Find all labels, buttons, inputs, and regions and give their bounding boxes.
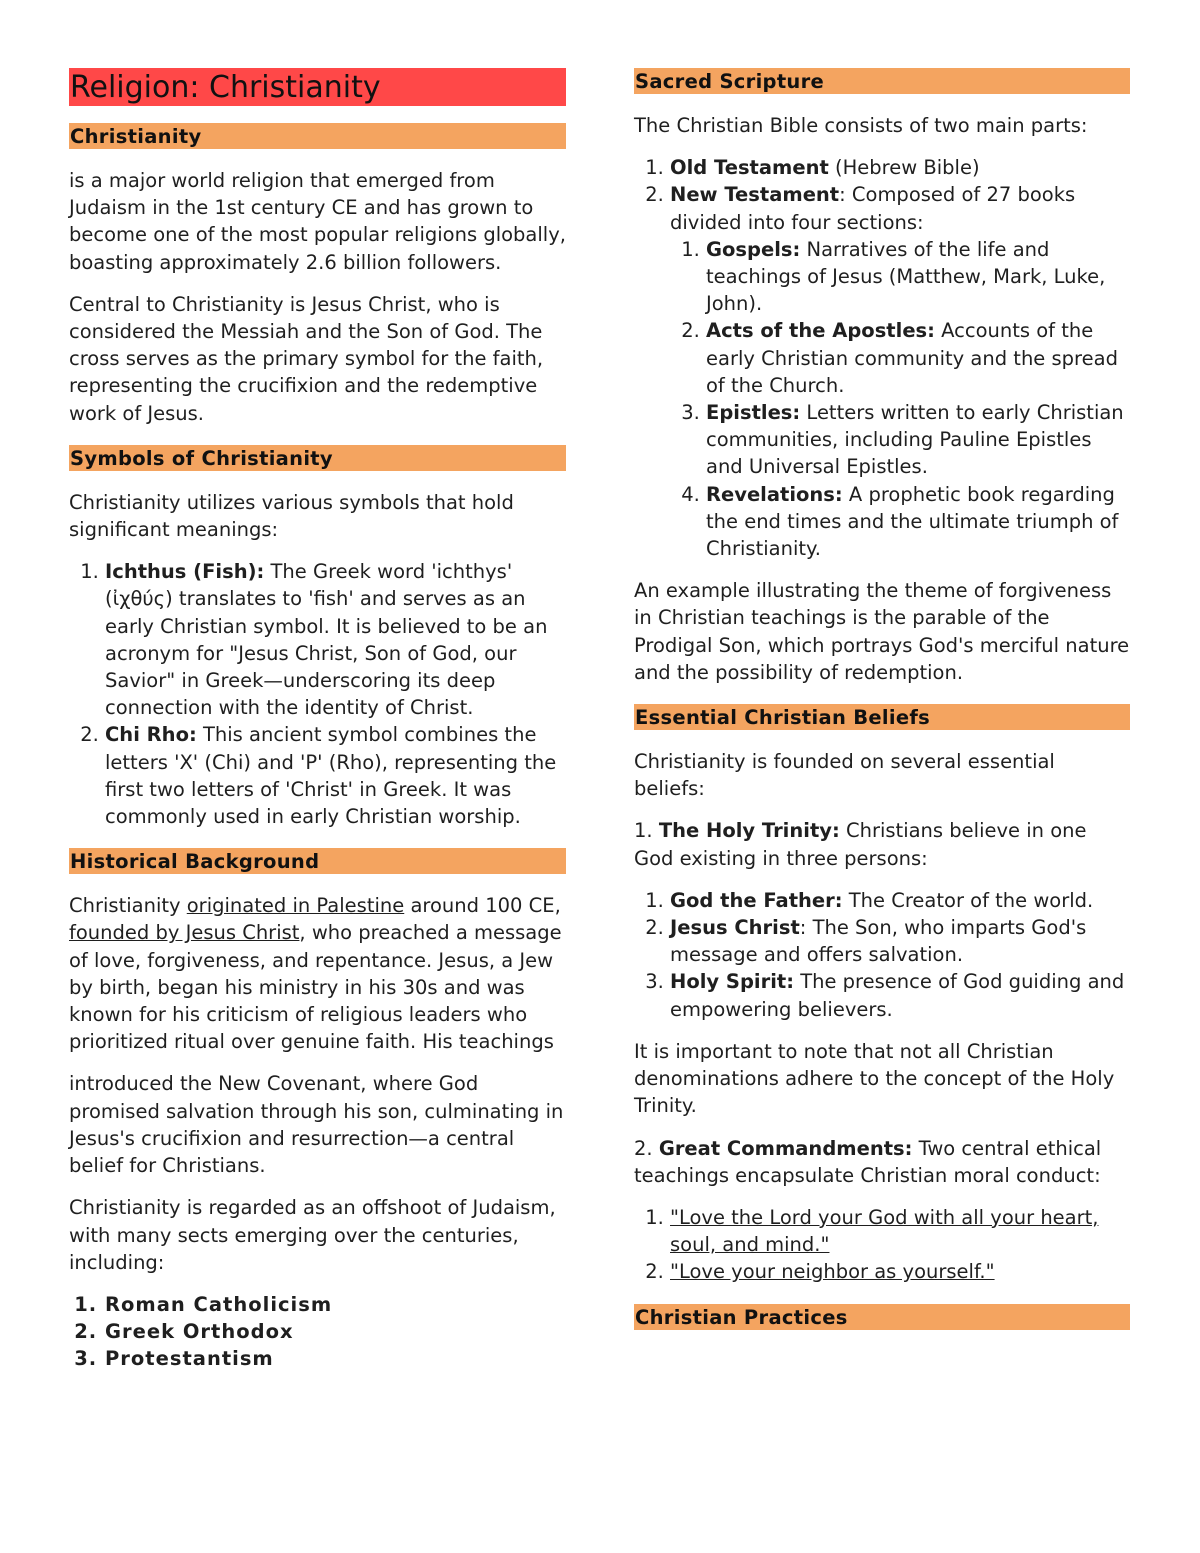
list-item — [706, 236, 1130, 318]
link-founded-by-jesus-christ[interactable]: founded by Jesus Christ — [69, 921, 300, 945]
left-column — [69, 68, 566, 1388]
description: Two central ethical teachings encapsulate Christian moral conduct: — [634, 1136, 1102, 1187]
commandment-link[interactable]: "Love your neighbor as yourself." — [670, 1260, 995, 1284]
belief-great-commandments — [634, 1135, 1130, 1189]
beliefs-intro: Christianity is founded on several essential beliefs: — [634, 750, 1055, 801]
document-title: Religion: Christianity — [69, 68, 566, 106]
description: : Composed of 27 books divided into four sections: — [670, 183, 1076, 234]
list-item: 3. Protestantism — [105, 1345, 566, 1372]
commandments-list — [634, 1204, 1130, 1286]
bible-parts-list — [634, 154, 1130, 562]
term: Gospels: — [706, 237, 801, 261]
list-item — [706, 481, 1130, 563]
list-item — [670, 968, 1130, 1022]
christianity-paragraph-1: is a major world religion that emerged from Judaism in the 1st century CE and has grown to become one of the most popular religions globally, boasting approximately 2.6 billion followers. — [69, 169, 566, 274]
section-heading-history: Historical Background — [69, 848, 566, 874]
list-item — [706, 399, 1130, 481]
list-item — [670, 1258, 1130, 1285]
description: Letters written to early Christian communities, including Pauline Epistles and Universal Epistles. — [706, 401, 1124, 479]
trinity-list — [634, 887, 1130, 1023]
history-paragraph-1 — [69, 892, 566, 1055]
term: Holy Spirit: — [670, 970, 795, 994]
history-paragraph-3: Christianity is regarded as an offshoot of Judaism, with many sects emerging over the centuries, including: — [69, 1196, 556, 1274]
list-item — [670, 914, 1130, 968]
belief-holy-trinity — [634, 817, 1130, 871]
term: Revelations: — [706, 482, 843, 506]
term: New Testament — [670, 183, 840, 207]
list-item — [706, 317, 1130, 399]
description: This ancient symbol combines the letters 'X' (Chi) and 'P' (Rho), representing the first two letters of 'Christ' in Greek. It was commonly used in early Christian worship. — [105, 723, 557, 829]
term: The Holy Trinity: — [658, 819, 840, 843]
description: (Hebrew Bible) — [828, 156, 980, 180]
text: Christianity — [69, 894, 187, 918]
text: around 100 CE, — [404, 894, 561, 918]
link-originated-in-palestine[interactable]: originated in Palestine — [186, 894, 405, 918]
term: Epistles: — [706, 401, 801, 425]
description: Narratives of the life and teachings of Jesus (Matthew, Mark, Luke, John). — [706, 237, 1106, 316]
list-item-old-testament — [670, 154, 1130, 181]
description: The Greek word 'ichthys' (ἰχθύς) translates to 'fish' and serves as an early Christian symbol. It is believed to be an acronym for "Jesus Christ, Son of God, our Savior" in Greek—underscoring its deep connection with the identity of Christ. — [105, 560, 548, 720]
list-item — [670, 887, 1130, 914]
term: God the Father: — [670, 888, 843, 912]
number: 2. — [634, 1136, 659, 1160]
section-heading-scripture: Sacred Scripture — [634, 68, 1130, 94]
list-item: 1. Roman Catholicism — [105, 1291, 566, 1318]
term: Great Commandments: — [658, 1136, 913, 1160]
history-paragraph-2: introduced the New Covenant, where God promised salvation through his son, culminating in Jesus's crucifixion and resurrection—a central belief for Christians. — [69, 1072, 564, 1178]
denominations-list — [69, 1291, 566, 1373]
symbols-list — [69, 558, 566, 830]
description: A prophetic book regarding the end times and the ultimate triumph of Christianity. — [706, 482, 1119, 561]
term: Chi Rho: — [105, 723, 197, 747]
trinity-note: It is important to note that not all Christian denominations adhere to the concept of the Holy Trinity. — [634, 1039, 1115, 1118]
commandment-link[interactable]: "Love the Lord your God with all your heart, soul, and mind." — [670, 1205, 1099, 1257]
nt-sections-list — [670, 236, 1130, 562]
prodigal-son-paragraph: An example illustrating the theme of forgiveness in Christian teachings is the parable of the Prodigal Son, which portrays God's merciful nature and the possibility of redemption. — [634, 579, 1130, 684]
christianity-paragraph-2: Central to Christianity is Jesus Christ, who is considered the Messiah and the Son of God. The cross serves as the primary symbol for the faith, representing the crucifixion and the redemptive work of Jesus. — [69, 292, 544, 425]
scripture-intro: The Christian Bible consists of two main parts: — [634, 114, 1088, 137]
section-heading-christianity: Christianity — [69, 123, 566, 149]
symbols-intro: Christianity utilizes various symbols that hold significant meanings: — [69, 490, 514, 542]
description: : The Son, who imparts God's message and offers salvation. — [670, 916, 1087, 967]
list-item-chi-rho — [105, 721, 566, 830]
number: 1. — [634, 819, 659, 843]
description: The presence of God guiding and empowering believers. — [670, 970, 1125, 1021]
term: Jesus Christ — [670, 916, 800, 940]
description: Christians believe in one God existing in three persons: — [634, 819, 1087, 870]
description: Accounts of the early Christian community and the spread of the Church. — [706, 319, 1118, 397]
term: Ichthus (Fish): — [105, 560, 265, 584]
list-item: 2. Greek Orthodox — [105, 1318, 566, 1345]
list-item-ichthus — [105, 558, 566, 721]
section-heading-symbols: Symbols of Christianity — [69, 445, 566, 471]
list-item-new-testament — [670, 181, 1130, 562]
section-heading-beliefs: Essential Christian Beliefs — [634, 704, 1130, 730]
term: Acts of the Apostles: — [706, 319, 935, 343]
description: The Creator of the world. — [842, 888, 1094, 912]
text: , who preached a message of love, forgiveness, and repentance. Jesus, a Jew by birth, began his ministry in his 30s and was known for his criticism of religious leaders who prioritized ritual over genuine faith. His teachings — [69, 921, 562, 1054]
term: Old Testament — [670, 156, 829, 180]
section-heading-practices: Christian Practices — [634, 1304, 1130, 1330]
right-column — [634, 68, 1130, 1348]
list-item — [670, 1204, 1130, 1258]
